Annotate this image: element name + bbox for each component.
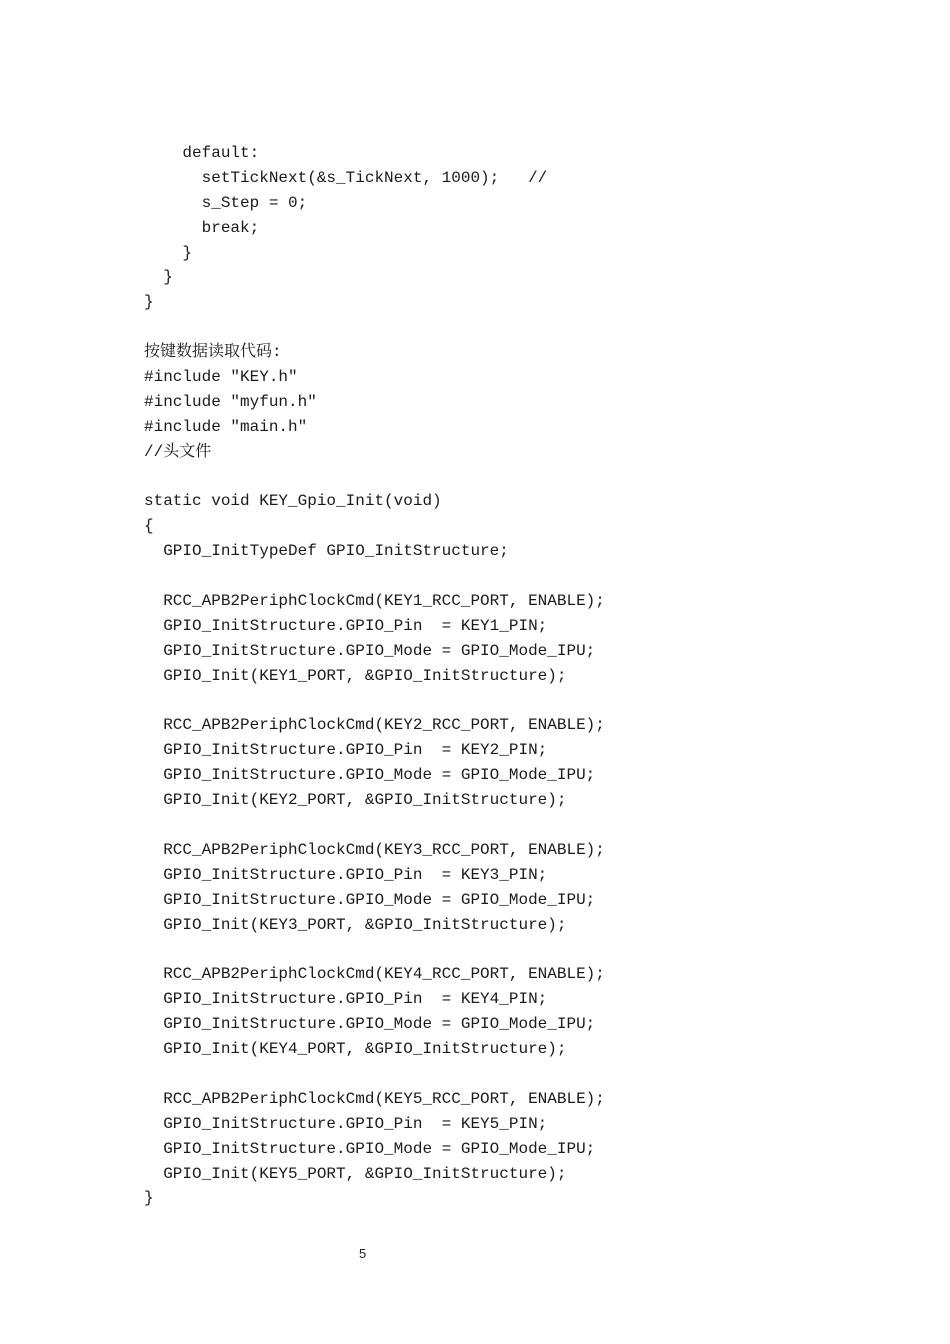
code-line: GPIO_InitStructure.GPIO_Pin = KEY1_PIN; [144, 616, 548, 635]
code-line: static void KEY_Gpio_Init(void) [144, 492, 442, 511]
code-line: GPIO_InitStructure.GPIO_Mode = GPIO_Mode_IPU; [144, 890, 596, 909]
code-line [144, 564, 605, 589]
code-line: GPIO_Init(KEY5_PORT, &GPIO_InitStructure); [144, 1164, 567, 1183]
code-line [144, 1062, 605, 1087]
code-line: 按键数据读取代码: [144, 343, 282, 362]
code-line: s_Step = 0; [144, 193, 308, 212]
code-line: RCC_APB2PeriphClockCmd(KEY4_RCC_PORT, ENABLE); [144, 965, 605, 984]
code-line: #include ″KEY.h″ [144, 368, 298, 387]
code-line: GPIO_InitStructure.GPIO_Pin = KEY3_PIN; [144, 865, 548, 884]
code-line: RCC_APB2PeriphClockCmd(KEY5_RCC_PORT, ENABLE); [144, 1089, 605, 1108]
code-line: break; [144, 218, 260, 237]
code-line: RCC_APB2PeriphClockCmd(KEY2_RCC_PORT, ENABLE); [144, 716, 605, 735]
code-line: #include ″main.h″ [144, 417, 308, 436]
code-line: setTickNext(&s_TickNext, 1000); // [144, 168, 548, 187]
code-line [144, 315, 605, 340]
page-number: 5 [359, 1246, 367, 1261]
code-line: GPIO_InitTypeDef GPIO_InitStructure; [144, 542, 509, 561]
code-line: GPIO_Init(KEY3_PORT, &GPIO_InitStructure); [144, 915, 567, 934]
code-line: { [144, 517, 154, 536]
code-line: } [144, 243, 193, 262]
code-line: #include ″myfun.h″ [144, 392, 317, 411]
code-line: } [144, 293, 154, 312]
code-line [144, 813, 605, 838]
code-line [144, 938, 605, 963]
code-line: default: [144, 144, 260, 162]
code-line: RCC_APB2PeriphClockCmd(KEY1_RCC_PORT, ENABLE); [144, 592, 605, 611]
code-line: GPIO_InitStructure.GPIO_Pin = KEY4_PIN; [144, 990, 548, 1009]
code-line: GPIO_Init(KEY2_PORT, &GPIO_InitStructure); [144, 791, 567, 810]
code-line: GPIO_InitStructure.GPIO_Mode = GPIO_Mode_IPU; [144, 1015, 596, 1034]
code-line: GPIO_Init(KEY4_PORT, &GPIO_InitStructure); [144, 1040, 567, 1059]
code-block [144, 141, 605, 1211]
code-line [144, 689, 605, 714]
code-line: GPIO_Init(KEY1_PORT, &GPIO_InitStructure); [144, 666, 567, 685]
code-line: GPIO_InitStructure.GPIO_Mode = GPIO_Mode_IPU; [144, 641, 596, 660]
code-line [144, 465, 605, 490]
code-line: GPIO_InitStructure.GPIO_Pin = KEY2_PIN; [144, 741, 548, 760]
code-line: RCC_APB2PeriphClockCmd(KEY3_RCC_PORT, ENABLE); [144, 840, 605, 859]
code-line: } [144, 1189, 154, 1208]
code-line: GPIO_InitStructure.GPIO_Mode = GPIO_Mode_IPU; [144, 766, 596, 785]
code-line: GPIO_InitStructure.GPIO_Pin = KEY5_PIN; [144, 1114, 548, 1133]
code-line: GPIO_InitStructure.GPIO_Mode = GPIO_Mode_IPU; [144, 1139, 596, 1158]
code-line: //头文件 [144, 442, 212, 461]
code-line: } [144, 268, 173, 287]
